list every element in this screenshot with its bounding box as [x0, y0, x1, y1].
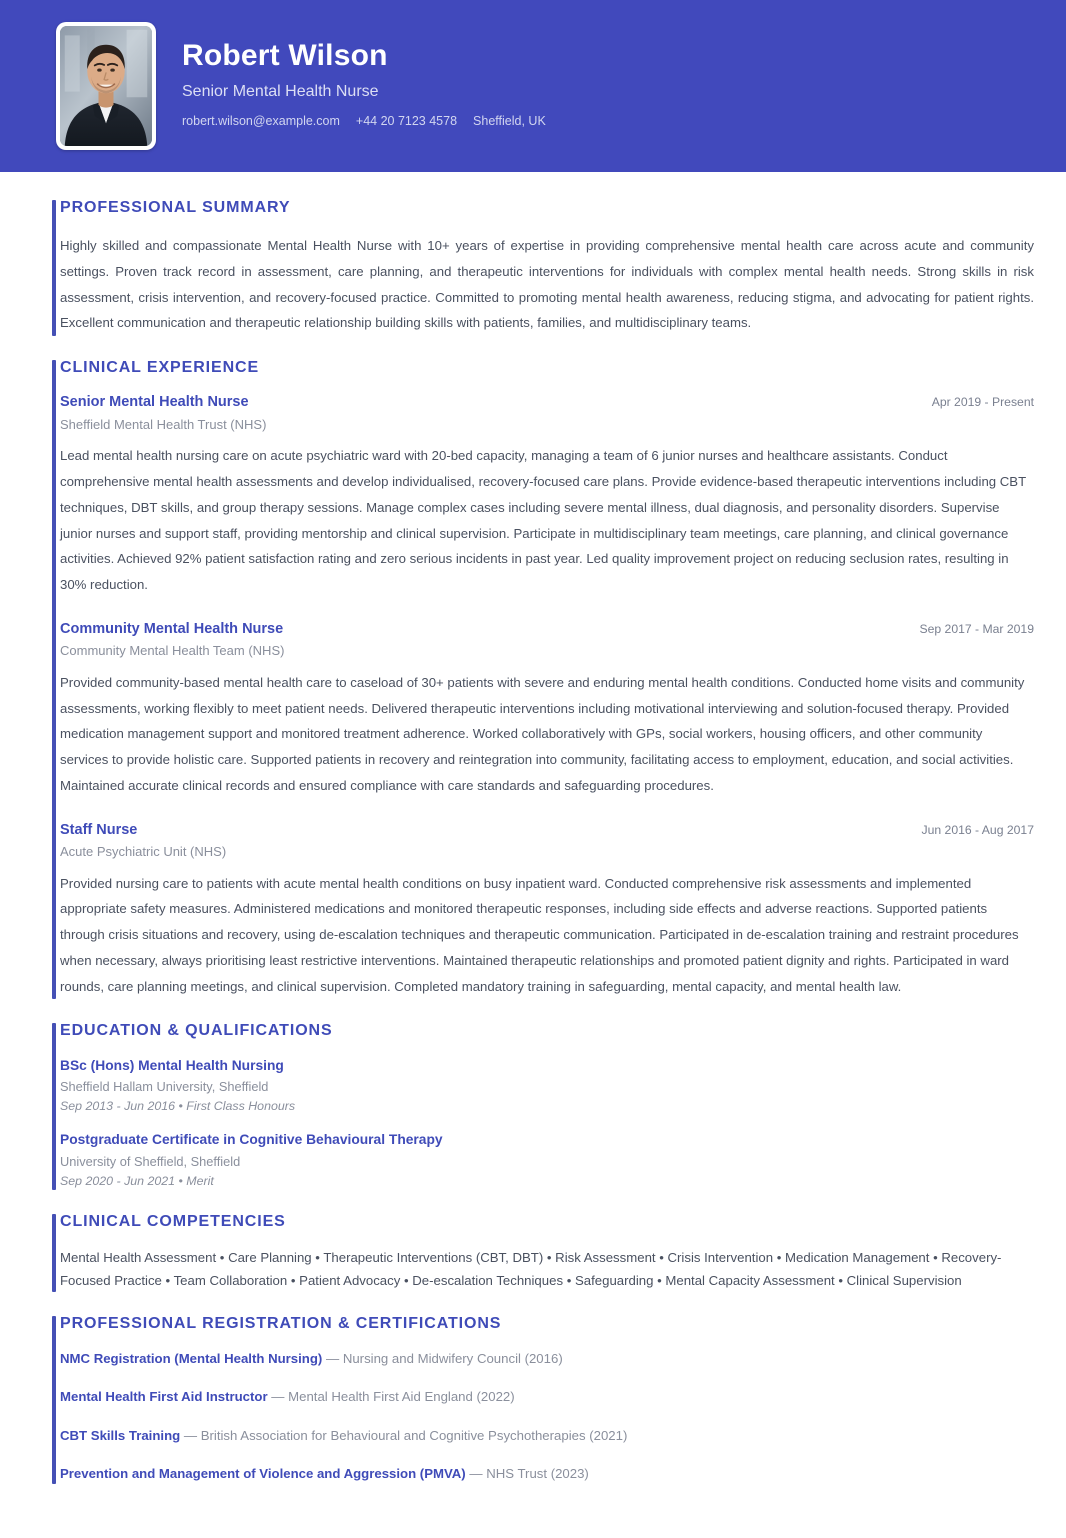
- profile-photo: [60, 26, 152, 146]
- certification-name: NMC Registration (Mental Health Nursing): [60, 1350, 323, 1366]
- section-education: [32, 1021, 1034, 1189]
- job-role-subtitle: Senior Mental Health Nurse: [182, 83, 379, 101]
- experience-description: Lead mental health nursing care on acute psychiatric ward with 20-bed capacity, managing a team of 6 junior nurses and healthcare assistants. Conduct comprehensive mental health assessments and develop individualised, recovery-focused care plans. Provide evidence-based therapeutic interventions including CBT techniques, DBT skills, and group therapy sessions. Manage complex cases including severe mental illness, dual diagnosis, and personality disorders. Supervise junior nurses and support staff, providing mentorship and clinical supervision. Participate in multidisciplinary team meetings, care planning, and clinical governance activities. Achieved 92% patient satisfaction rating and zero serious incidents in past year. Led quality improvement project on reducing seclusion rates, resulting in 30% reduction.: [60, 448, 1026, 593]
- experience-organization: Acute Psychiatric Unit (NHS): [60, 844, 227, 860]
- experience-entry-header: [60, 620, 1034, 640]
- summary-paragraph: Highly skilled and compassionate Mental Health Nurse with 10+ years of expertise in providing comprehensive mental health care across acute and community settings. Proven track record in assessment, care planning, and therapeutic interventions for individuals with complex mental health needs. Strong skills in risk assessment, crisis intervention, and recovery-focused practice. Committed to promoting mental health awareness, reducing stigma, and advocating for patient rights. Excellent communication and therapeutic relationship building skills with patients, families, and multidisciplinary teams.: [60, 238, 1034, 331]
- experience-job-date: Apr 2019 - Present: [931, 395, 1034, 410]
- experience-job-title: Community Mental Health Nurse: [60, 620, 284, 637]
- certification-issuer: — NHS Trust (2023): [469, 1466, 589, 1482]
- experience-job-date: Sep 2017 - Mar 2019: [919, 621, 1034, 636]
- experience-job-title: Staff Nurse: [60, 821, 138, 838]
- section-certifications: [32, 1314, 1034, 1483]
- education-dates-grade: Sep 2020 - Jun 2021 • Merit: [60, 1174, 214, 1189]
- certification-name: Prevention and Management of Violence and Aggression (PMVA): [60, 1466, 466, 1482]
- experience-entry: [60, 393, 1034, 598]
- experience-job-date: Jun 2016 - Aug 2017: [921, 822, 1034, 837]
- section-title-experience: CLINICAL EXPERIENCE: [60, 359, 260, 377]
- contact-email[interactable]: robert.wilson@example.com: [182, 114, 340, 129]
- education-institution: Sheffield Hallam University, Sheffield: [60, 1079, 269, 1095]
- education-degree: Postgraduate Certificate in Cognitive Behavioural Therapy: [60, 1132, 443, 1148]
- contact-location: Sheffield, UK: [473, 114, 546, 129]
- experience-organization: Community Mental Health Team (NHS): [60, 643, 285, 659]
- experience-description: Provided nursing care to patients with acute mental health conditions on busy inpatient ward. Conducted comprehensive risk assessments and implemented appropriate safety measures. Administered medications and monitored therapeutic responses, including side effects and adverse reactions. Supported patients through crisis situations and recovery, using de-escalation techniques and therapeutic communication. Participated in de-escalation training and restraint procedures when necessary, always prioritising least restrictive interventions. Maintained therapeutic relationships and promoted patient dignity and rights. Participated in ward rounds, care planning meetings, and clinical supervision. Completed mandatory training in safeguarding, mental capacity, and mental health law.: [60, 875, 1019, 994]
- resume-body: [0, 172, 1066, 1536]
- section-title-education: EDUCATION & QUALIFICATIONS: [60, 1022, 333, 1040]
- identity-block: [182, 39, 546, 134]
- education-dates-grade: Sep 2013 - Jun 2016 • First Class Honours: [60, 1099, 296, 1114]
- experience-organization: Sheffield Mental Health Trust (NHS): [60, 416, 267, 432]
- resume-header: [0, 0, 1066, 172]
- education-entry: [60, 1057, 1034, 1116]
- certification-issuer: — Mental Health First Aid England (2022): [271, 1389, 515, 1405]
- education-entry: [60, 1131, 1034, 1190]
- experience-entry-header: [60, 821, 1034, 841]
- certification-item: [60, 1350, 1034, 1368]
- education-institution: University of Sheffield, Sheffield: [60, 1153, 241, 1169]
- experience-entry: [60, 821, 1034, 1000]
- contact-info: [182, 113, 546, 129]
- section-clinical-competencies: [32, 1212, 1034, 1293]
- experience-entry-header: [60, 393, 1034, 413]
- section-clinical-experience: [32, 358, 1034, 999]
- certification-issuer: — British Association for Behavioural and Cognitive Psychotherapies (2021): [183, 1427, 628, 1443]
- profile-photo-illustration: [60, 26, 152, 146]
- contact-phone[interactable]: +44 20 7123 4578: [355, 114, 458, 129]
- experience-description: Provided community-based mental health care to caseload of 30+ patients with severe and enduring mental health conditions. Conducted home visits and community assessments, working flexibly to meet patient needs. Delivered therapeutic interventions including motivational interviewing and solution-focused therapy. Provided medication management support and monitored treatment adherence. Worked collaboratively with GPs, social workers, housing officers, and other community services to provide holistic care. Supported patients in recovery and reintegration into community, facilitating access to employment, education, and social activities. Maintained accurate clinical records and ensured compliance with care standards and safeguarding procedures.: [60, 674, 1025, 793]
- certification-item: [60, 1388, 1034, 1406]
- section-title-summary: PROFESSIONAL SUMMARY: [60, 199, 291, 216]
- certification-issuer: — Nursing and Midwifery Council (2016): [325, 1350, 563, 1366]
- certification-item: [60, 1427, 1034, 1445]
- competencies-list: Mental Health Assessment • Care Planning • Therapeutic Interventions (CBT, DBT) • Risk Assessment • Crisis Intervention • Medication Management • Recovery-Focused Practice • Team Collaboration • Patient Advocacy • De-escalation Techniques • Safeguarding • Mental Capacity Assessment • Clinical Supervision: [60, 1250, 1002, 1288]
- experience-entry: [60, 620, 1034, 799]
- education-degree: BSc (Hons) Mental Health Nursing: [60, 1057, 284, 1073]
- section-professional-summary: [32, 198, 1034, 336]
- experience-job-title: Senior Mental Health Nurse: [60, 394, 249, 411]
- page-title: Robert Wilson: [182, 38, 388, 72]
- section-title-certifications: PROFESSIONAL REGISTRATION & CERTIFICATIONS: [60, 1315, 502, 1333]
- section-title-competencies: CLINICAL COMPETENCIES: [60, 1212, 286, 1230]
- certification-name: Mental Health First Aid Instructor: [60, 1389, 268, 1405]
- avatar: [56, 22, 156, 150]
- certification-item: [60, 1465, 1034, 1483]
- certification-name: CBT Skills Training: [60, 1427, 181, 1443]
